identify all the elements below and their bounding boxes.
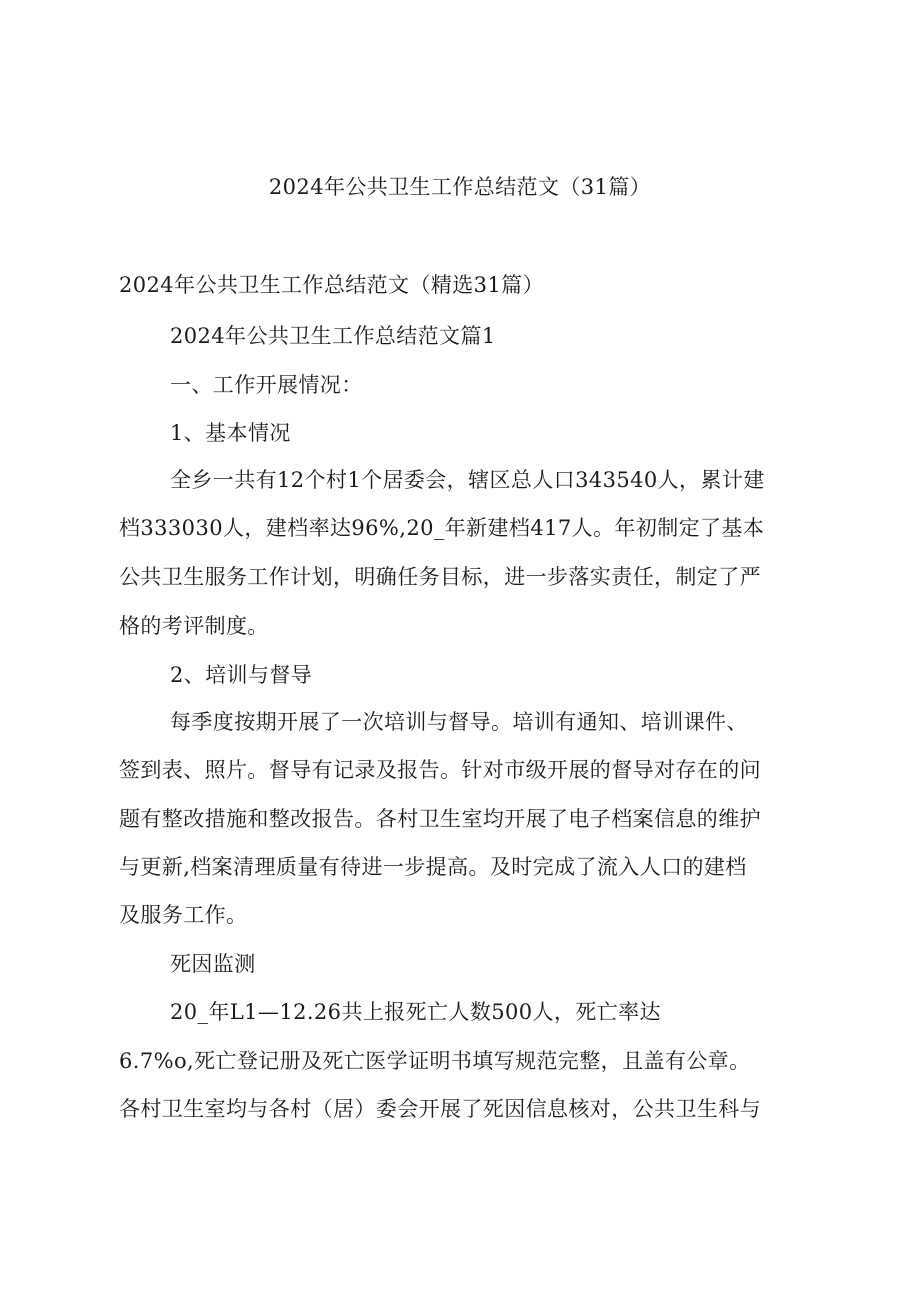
- section-heading-1: 一、工作开展情况：: [170, 373, 363, 397]
- paragraph-line: 与更新,档案清理质量有待进一步提高。及时完成了流入人口的建档: [119, 855, 747, 879]
- paragraph-line: 每季度按期开展了一次培训与督导。培训有通知、培训课件、: [170, 710, 748, 734]
- paragraph-line: 全乡一共有12个村1个居委会，辖区总人口343540人，累计建: [170, 468, 765, 492]
- paragraph-line: 6.7%o,死亡登记册及死亡医学证明书填写规范完整，且盖有公章。: [119, 1049, 751, 1073]
- chapter-heading: 2024年公共卫生工作总结范文篇1: [170, 324, 496, 348]
- item-heading-training: 2、培训与督导: [170, 663, 313, 687]
- paragraph-line: 题有整改措施和整改报告。各村卫生室均开展了电子档案信息的维护: [119, 807, 761, 831]
- paragraph-line: 及服务工作。: [119, 903, 248, 927]
- paragraph-line: 档333030人，建档率达96%,20_年新建档417人。年初制定了基本: [119, 516, 765, 540]
- paragraph-line: 各村卫生室均与各村（居）委会开展了死因信息核对，公共卫生科与: [119, 1097, 761, 1121]
- paragraph-line: 20_年L1—12.26共上报死亡人数500人，死亡率达: [170, 1000, 661, 1024]
- item-heading-basic: 1、基本情况: [170, 421, 291, 445]
- document-title: 2024年公共卫生工作总结范文（31篇）: [268, 175, 652, 199]
- paragraph-line: 格的考评制度。: [119, 614, 269, 638]
- paragraph-line: 公共卫生服务工作计划，明确任务目标，进一步落实责任，制定了严: [119, 565, 761, 589]
- item-heading-death-monitoring: 死因监测: [170, 952, 256, 976]
- paragraph-line: 签到表、照片。督导有记录及报告。针对市级开展的督导对存在的问: [119, 758, 761, 782]
- document-subtitle: 2024年公共卫生工作总结范文（精选31篇）: [119, 273, 544, 297]
